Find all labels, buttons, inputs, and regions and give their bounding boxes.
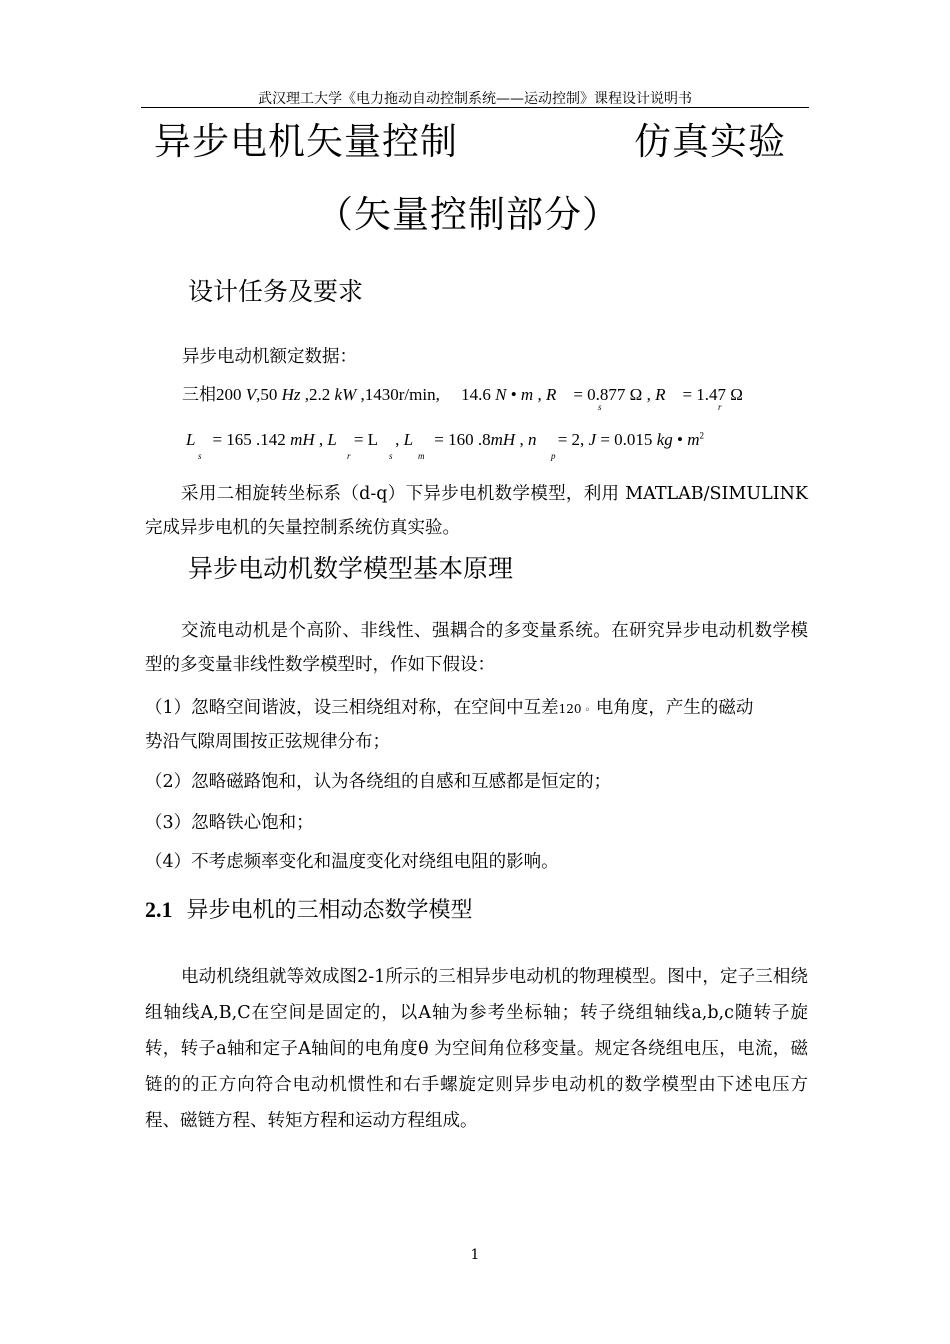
assumption-3: （3）忽略铁心饱和；: [145, 813, 314, 833]
np-subscript: p: [551, 451, 556, 461]
running-header: 武汉理工大学《电力拖动自动控制系统——运动控制》课程设计说明书: [258, 91, 692, 107]
heading-design-task: 设计任务及要求: [188, 277, 364, 306]
assumption-4: （4）不考虑频率变化和温度变化对绕组电阻的影响。: [145, 852, 559, 872]
heading-math-model: 异步电动机数学模型基本原理: [188, 554, 514, 583]
rs-subscript: s: [598, 402, 602, 412]
heading-2-1-text: 异步电机的三相动态数学模型: [186, 898, 473, 923]
assumption-1-line1: （1）忽略空间谐波，设三相绕组对称，在空间中互差120 ◦ 电角度，产生的磁动: [145, 698, 754, 718]
assumption-2: （2）忽略磁路饱和，认为各绕组的自感和互感都是恒定的；: [145, 772, 612, 792]
lm-subscript: m: [418, 451, 425, 461]
three-phase-model-paragraph: 电动机绕组就等效成图2-1所示的三相异步电动机的物理模型。图中，定子三相绕组轴线A,B,C在空间是固定的，以A轴为参考坐标轴；转子绕组轴线a,b,c随转子旋转，转子a轴和定子A轴间的电角度θ 为空间角位移变量。规定各绕组电压，电流，磁链的的正方向符合电动机惯性和右手螺旋定则异步电动机的数学模型由下述电压方程、磁链方程、转矩方程和运动方程组成。: [145, 967, 808, 1131]
heading-2-1-number: 2.1: [145, 897, 173, 922]
page-number: 1: [470, 1247, 480, 1263]
dq-model-paragraph: 采用二相旋转坐标系（d-q）下异步电机数学模型，利用 MATLAB/SIMULINK 完成异步电机的矢量控制系统仿真实验。: [145, 484, 808, 538]
header-rule: [141, 107, 809, 108]
assumption-1-line2: 势沿气隙周围按正弦规律分布；: [145, 732, 390, 752]
ls-subscript: s: [198, 451, 202, 461]
intro-paragraph: 交流电动机是个高阶、非线性、强耦合的多变量系统。在研究异步电动机数学模型的多变量非线性数学模型时，作如下假设：: [145, 621, 808, 675]
heading-2-1: [145, 893, 473, 924]
title-line2: （矢量控制部分）: [316, 193, 620, 236]
title-line1-right: 仿真实验: [634, 120, 786, 163]
rated-data-label: 异步电动机额定数据：: [182, 347, 357, 367]
title-line1-left: 异步电机矢量控制: [154, 120, 458, 163]
lr-subscript: r: [347, 451, 351, 461]
lr-eq-subscript: s: [389, 451, 393, 461]
rr-subscript: r: [718, 402, 722, 412]
rated-params-line1: 三相200 V,50 Hz ,2.2 kW ,1430r/min, 14.6 N • m , R = 0.877 Ω , R = 1.47 Ω: [182, 385, 743, 405]
rated-params-line2: L = 165 .142 mH , L = L , L = 160 .8mH , n = 2, J = 0.015 kg • $m^2$: [186, 430, 704, 449]
